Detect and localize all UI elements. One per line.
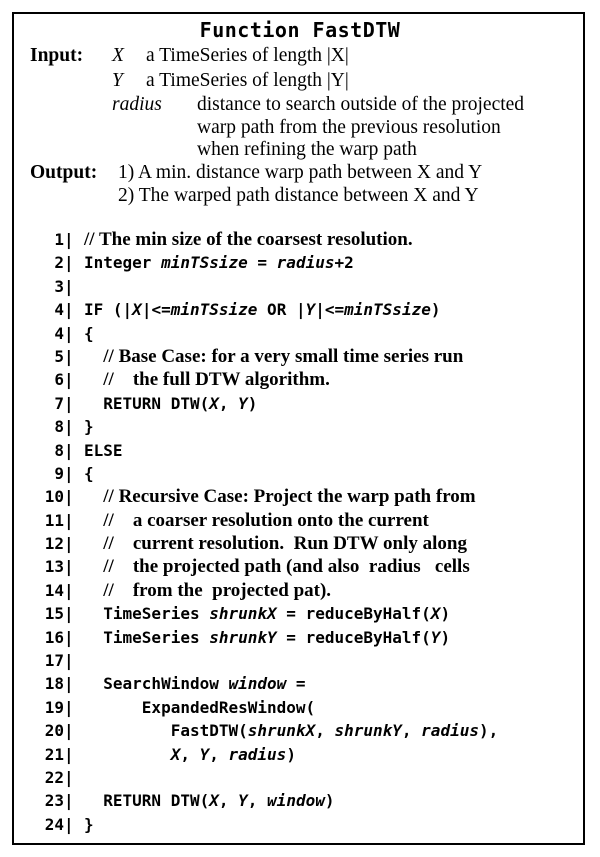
code-token <box>84 534 103 553</box>
code-token: X <box>209 791 219 811</box>
line-number: 24 <box>44 814 64 834</box>
code-token: Y <box>238 791 248 811</box>
code-line <box>40 672 498 695</box>
code-token: } <box>84 814 94 834</box>
code-comment: // from the projected pat). <box>103 579 332 601</box>
code-token: , <box>218 393 239 413</box>
code-token <box>84 581 103 600</box>
param-x-name: X <box>112 45 124 66</box>
code-token: { <box>84 463 94 483</box>
line-separator: | <box>64 557 74 577</box>
line-separator: | <box>64 697 74 717</box>
code-line <box>40 368 498 391</box>
line-number: 21 <box>44 744 64 764</box>
code-token <box>84 511 103 530</box>
code-line <box>40 322 498 345</box>
code-token: |<= <box>141 300 171 320</box>
code-line <box>40 696 498 719</box>
code-token: = reduceByHalf( <box>276 627 431 647</box>
code-token: { <box>84 323 94 343</box>
line-number: 10 <box>44 487 64 507</box>
line-separator: | <box>64 440 74 460</box>
line-number: 11 <box>44 510 64 530</box>
code-token: SearchWindow <box>84 674 229 694</box>
code-token: radius <box>228 744 287 764</box>
param-y-name: Y <box>112 70 123 91</box>
output-item-2: 2) The warped path distance between X and Y <box>118 185 479 206</box>
line-number: 7 <box>54 393 64 413</box>
line-separator: | <box>64 744 74 764</box>
line-separator: | <box>64 814 74 834</box>
code-token <box>84 347 103 366</box>
line-number: 20 <box>44 721 64 741</box>
code-token: } <box>84 417 94 437</box>
code-token: , <box>315 721 335 741</box>
code-token: , <box>180 744 200 764</box>
code-token: RETURN DTW( <box>84 791 210 811</box>
line-separator: | <box>64 767 74 787</box>
line-number: 19 <box>44 697 64 717</box>
code-token: TimeSeries <box>84 604 210 624</box>
code-line <box>40 766 498 789</box>
code-line <box>40 345 498 368</box>
code-token: TimeSeries <box>84 627 210 647</box>
code-line <box>40 743 498 766</box>
code-line <box>40 813 498 836</box>
code-token: ) <box>440 604 451 624</box>
code-token: ) <box>430 300 441 320</box>
code-token: ) <box>324 791 335 811</box>
code-token: IF (| <box>84 300 133 320</box>
code-token: , <box>209 744 229 764</box>
code-line <box>40 509 498 532</box>
code-token: shrunkY <box>209 627 277 647</box>
code-token: X <box>170 744 181 764</box>
code-token: ExpandedResWindow( <box>84 697 316 717</box>
line-separator: | <box>64 604 74 624</box>
line-number: 5 <box>54 346 64 366</box>
line-number: 8 <box>54 417 64 437</box>
code-token: , <box>401 721 422 741</box>
line-separator: | <box>64 323 74 343</box>
code-listing <box>40 228 498 836</box>
code-token: shrunkX <box>209 604 277 624</box>
code-comment: // a coarser resolution onto the current <box>103 509 429 531</box>
code-token: , <box>247 791 268 811</box>
code-line <box>40 532 498 555</box>
line-number: 12 <box>44 534 64 554</box>
line-number: 17 <box>44 651 64 671</box>
line-number: 1 <box>54 230 64 249</box>
line-separator: | <box>64 276 74 296</box>
code-token <box>84 557 103 576</box>
code-token: ) <box>440 627 451 647</box>
code-token: = <box>286 674 306 694</box>
code-token: FastDTW( <box>84 721 248 741</box>
code-token: minTSsize <box>161 253 248 273</box>
code-line <box>40 228 498 251</box>
code-token: Y <box>430 627 441 647</box>
line-separator: | <box>64 463 74 483</box>
code-token: Y <box>238 393 248 413</box>
code-token: minTSsize <box>170 300 258 320</box>
line-separator: | <box>64 487 74 507</box>
code-token: = reduceByHalf( <box>276 604 431 624</box>
code-token: minTSsize <box>344 300 431 320</box>
code-line <box>40 251 498 274</box>
param-radius-desc-3: when refining the warp path <box>197 139 417 160</box>
code-comment: // Base Case: for a very small time series run <box>103 345 464 367</box>
line-separator: | <box>64 627 74 647</box>
code-token: |<= <box>315 300 345 320</box>
line-number: 4 <box>54 323 64 343</box>
code-token <box>84 487 103 506</box>
code-token: ) <box>247 393 258 413</box>
code-token: shrunkY <box>334 721 402 741</box>
line-separator: | <box>64 370 74 390</box>
code-line <box>40 462 498 485</box>
line-number: 18 <box>44 674 64 694</box>
code-token: ), <box>478 721 499 741</box>
code-line <box>40 719 498 742</box>
code-token: ELSE <box>84 440 123 460</box>
code-token: window <box>267 791 325 811</box>
code-line <box>40 579 498 602</box>
line-separator: | <box>64 253 74 273</box>
code-token <box>84 370 103 389</box>
code-line <box>40 602 498 625</box>
code-comment: // the projected path (and also radius cells <box>103 556 470 578</box>
line-number: 2 <box>54 253 64 273</box>
input-label: Input: <box>30 45 84 66</box>
line-number: 3 <box>54 276 64 296</box>
line-number: 9 <box>54 463 64 483</box>
code-token <box>84 745 171 764</box>
code-token: Y <box>199 744 210 764</box>
line-separator: | <box>64 580 74 600</box>
code-token: ) <box>286 744 296 764</box>
line-separator: | <box>64 417 74 437</box>
code-line <box>40 298 498 321</box>
code-line <box>40 485 498 508</box>
code-comment: // Recursive Case: Project the warp path from <box>103 486 476 508</box>
line-number: 13 <box>44 557 64 577</box>
code-token: radius <box>421 721 479 741</box>
code-token: Integer <box>84 253 162 273</box>
line-separator: | <box>64 674 74 694</box>
output-item-1: 1) A min. distance warp path between X and Y <box>118 162 483 183</box>
code-line <box>40 275 498 298</box>
line-separator: | <box>64 651 74 671</box>
param-radius-name: radius <box>112 94 162 115</box>
code-line <box>40 555 498 578</box>
code-line <box>40 415 498 438</box>
line-separator: | <box>64 510 74 530</box>
param-radius-desc-2: warp path from the previous resolution <box>197 117 501 138</box>
line-separator: | <box>64 393 74 413</box>
code-token: RETURN DTW( <box>84 393 210 413</box>
code-line <box>40 649 498 672</box>
code-line <box>40 439 498 462</box>
line-number: 15 <box>44 604 64 624</box>
line-separator: | <box>64 230 74 249</box>
line-number: 4 <box>54 300 64 320</box>
line-separator: | <box>64 534 74 554</box>
code-token: window <box>228 674 287 694</box>
code-token: X <box>132 300 142 320</box>
line-number: 6 <box>54 370 64 390</box>
code-token: radius <box>276 253 335 273</box>
code-comment: // The min size of the coarsest resolution. <box>84 229 413 250</box>
line-separator: | <box>64 346 74 366</box>
output-label: Output: <box>30 162 98 183</box>
algorithm-title: Function FastDTW <box>199 18 401 42</box>
code-token: +2 <box>334 253 354 273</box>
param-y-desc: a TimeSeries of length |Y| <box>146 70 349 91</box>
code-token: X <box>209 393 219 413</box>
line-separator: | <box>64 300 74 320</box>
code-token: X <box>430 604 441 624</box>
code-token: = <box>247 253 277 273</box>
code-line <box>40 789 498 812</box>
code-token: OR | <box>257 300 306 320</box>
param-radius-desc-1: distance to search outside of the projected <box>197 94 525 115</box>
code-token: Y <box>305 300 316 320</box>
code-line <box>40 392 498 415</box>
line-separator: | <box>64 791 74 811</box>
code-line <box>40 626 498 649</box>
code-token: shrunkX <box>247 721 316 741</box>
code-comment: // current resolution. Run DTW only along <box>103 533 467 555</box>
line-separator: | <box>64 721 74 741</box>
param-x-desc: a TimeSeries of length |X| <box>146 45 349 66</box>
line-number: 16 <box>44 627 64 647</box>
line-number: 23 <box>44 791 64 811</box>
code-comment: // the full DTW algorithm. <box>103 369 330 391</box>
line-number: 14 <box>44 580 64 600</box>
line-number: 22 <box>44 767 64 787</box>
line-number: 8 <box>54 440 64 460</box>
code-token: , <box>218 791 239 811</box>
